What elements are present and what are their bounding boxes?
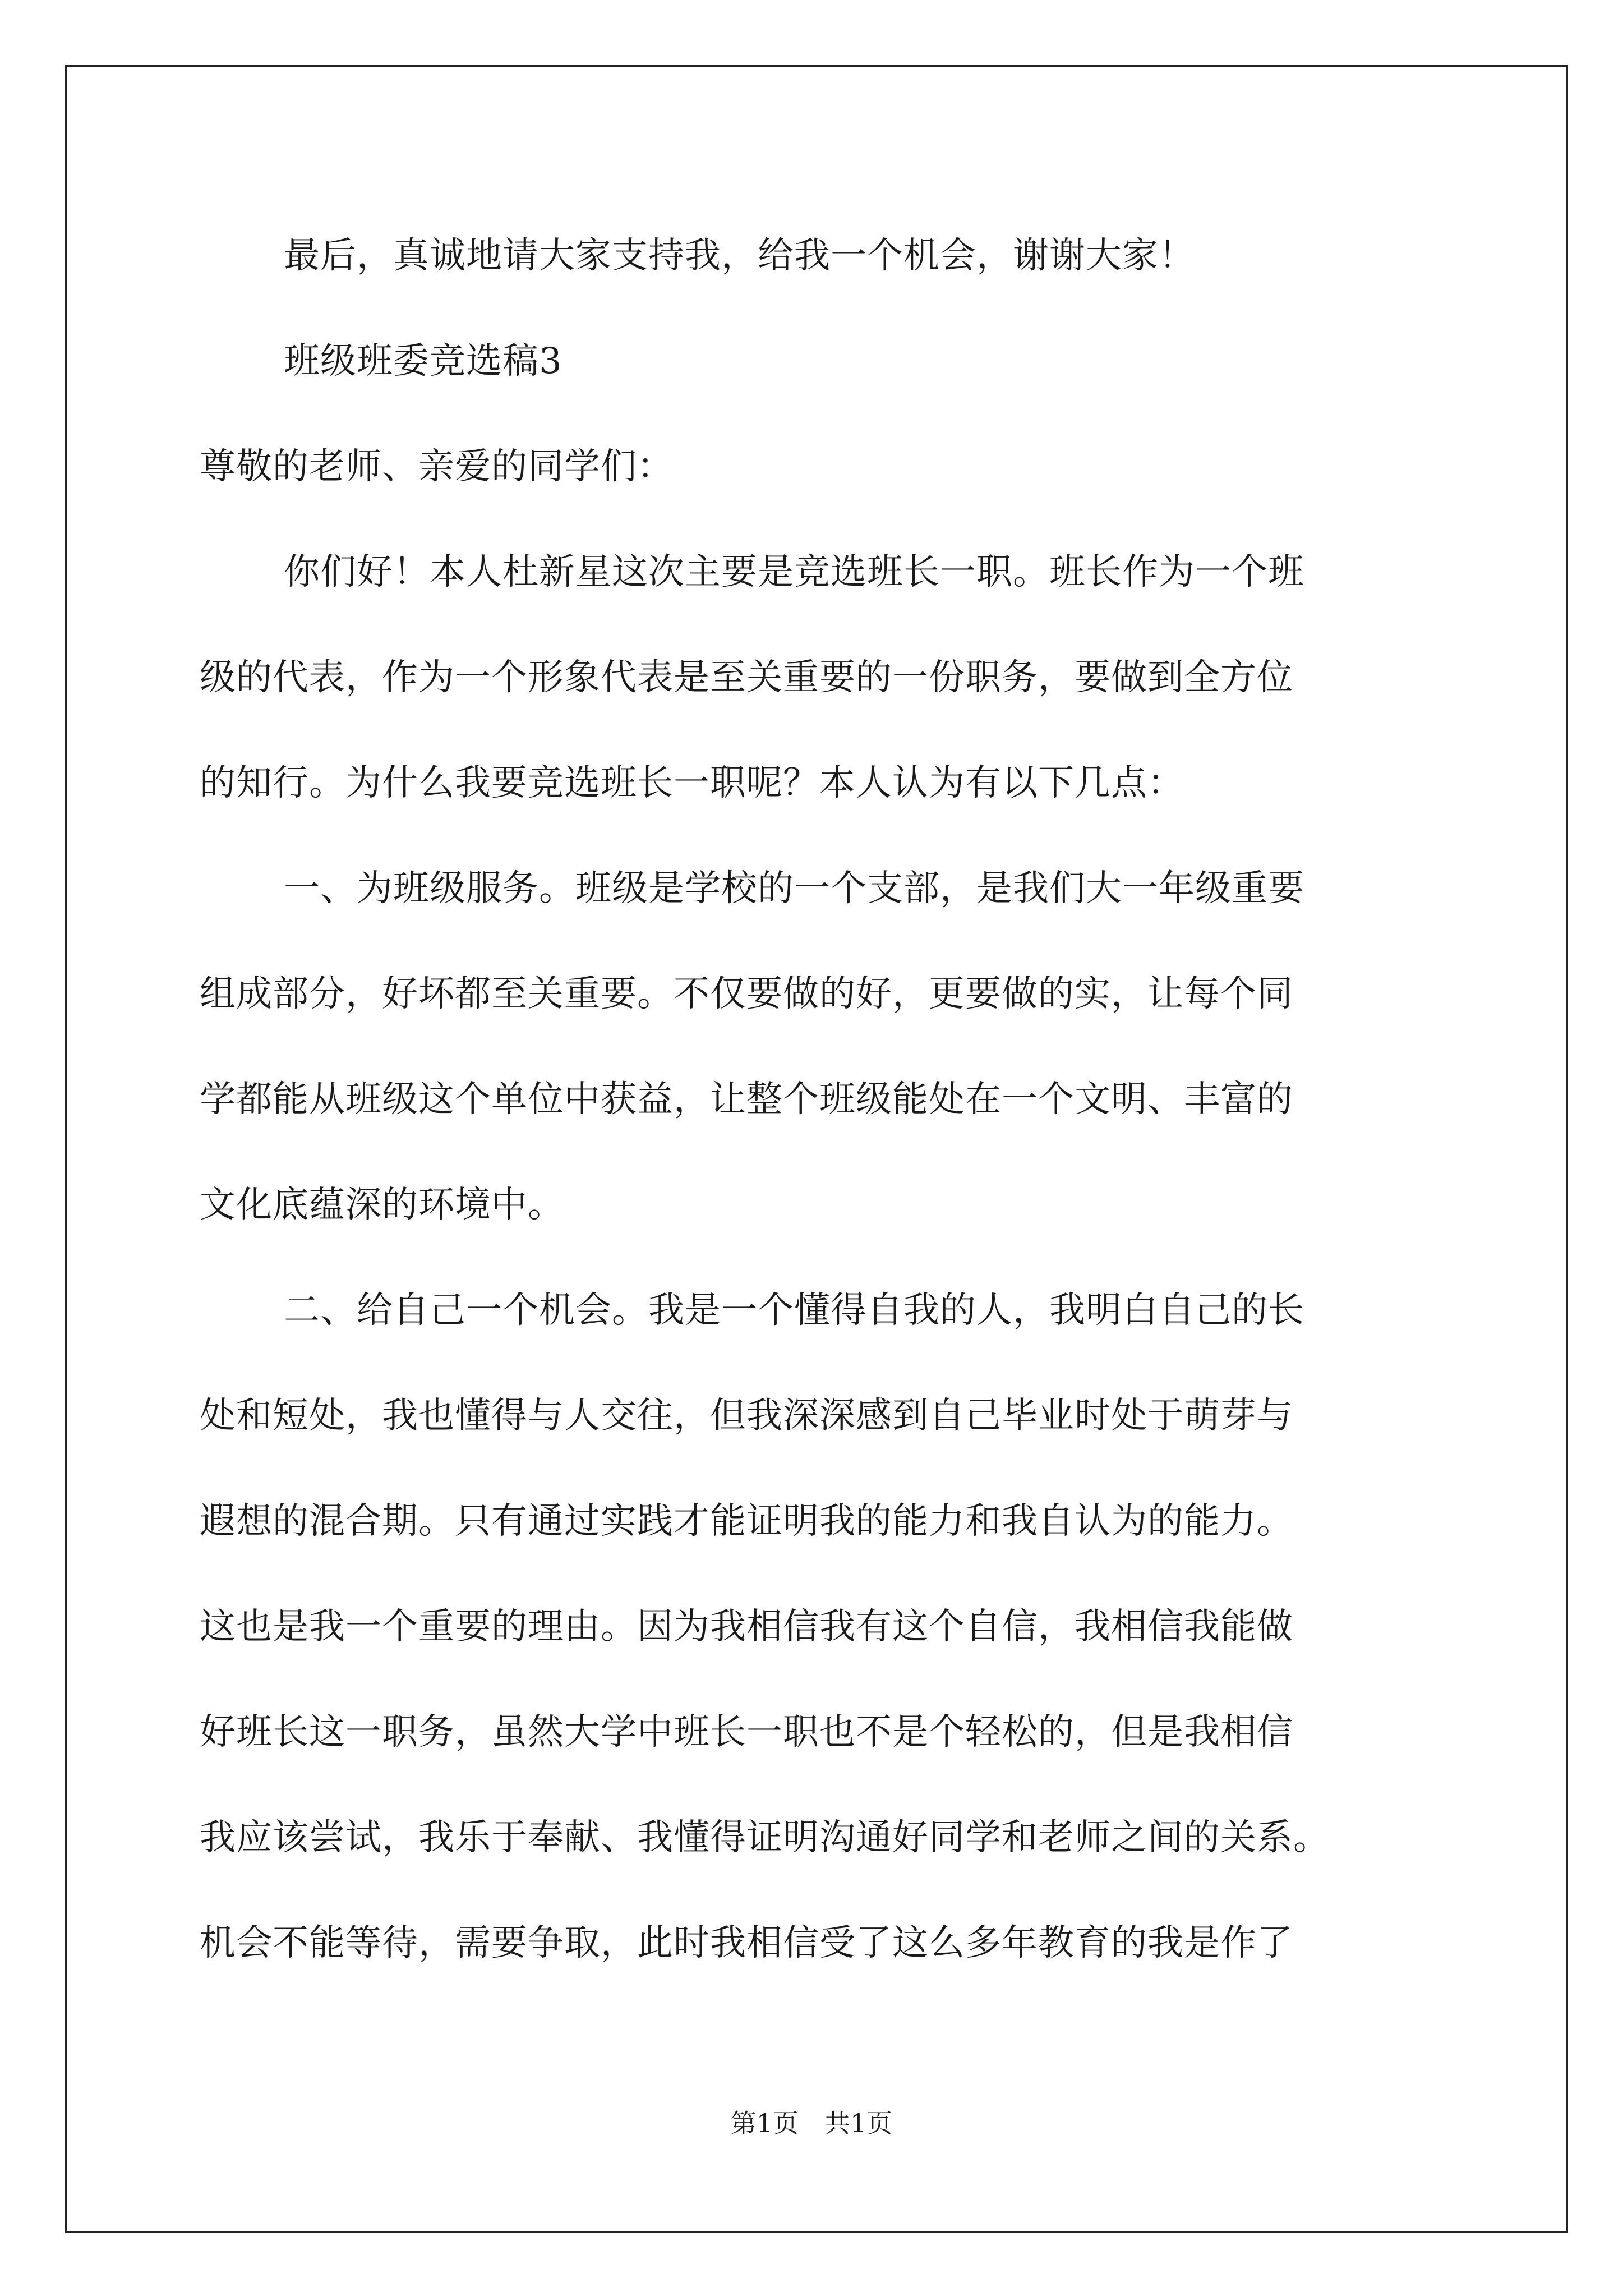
paragraph-2-line-1: 一、为班级服务。班级是学校的一个支部，是我们大一年级重要 bbox=[284, 868, 1304, 909]
page-number-footer: 第1页 共1页 bbox=[730, 2108, 893, 2138]
paragraph-2-line-3: 学都能从班级这个单位中获益，让整个班级能处在一个文明、丰富的 bbox=[200, 1079, 1293, 1120]
paragraph-1-line-1: 你们好！本人杜新星这次主要是竞选班长一职。班长作为一个班 bbox=[284, 551, 1304, 593]
paragraph-3-line-4: 这也是我一个重要的理由。因为我相信我有这个自信，我相信我能做 bbox=[200, 1606, 1293, 1648]
paragraph-3-line-5: 好班长这一职务，虽然大学中班长一职也不是个轻松的，但是我相信 bbox=[200, 1711, 1293, 1753]
paragraph-1-line-2: 级的代表，作为一个形象代表是至关重要的一份职务，要做到全方位 bbox=[200, 657, 1293, 698]
paragraph-3-line-2: 处和短处，我也懂得与人交往，但我深深感到自己毕业时处于萌芽与 bbox=[200, 1395, 1293, 1437]
paragraph-3-line-3: 遐想的混合期。只有通过实践才能证明我的能力和我自认为的能力。 bbox=[200, 1501, 1293, 1542]
paragraph-2-line-2: 组成部分，好坏都至关重要。不仅要做的好，更要做的实，让每个同 bbox=[200, 973, 1293, 1015]
page-border bbox=[65, 65, 1568, 2233]
closing-sentence: 最后，真诚地请大家支持我，给我一个机会，谢谢大家！ bbox=[284, 235, 1195, 277]
salutation: 尊敬的老师、亲爱的同学们： bbox=[200, 446, 674, 487]
section-title: 班级班委竞选稿3 bbox=[284, 341, 562, 382]
paragraph-3-line-6: 我应该尝试，我乐于奉献、我懂得证明沟通好同学和老师之间的关系。 bbox=[200, 1817, 1330, 1858]
paragraph-2-line-4: 文化底蕴深的环境中。 bbox=[200, 1184, 564, 1226]
paragraph-1-line-3: 的知行。为什么我要竞选班长一职呢？本人认为有以下几点： bbox=[200, 762, 1184, 804]
paragraph-3-line-1: 二、给自己一个机会。我是一个懂得自我的人，我明白自己的长 bbox=[284, 1290, 1304, 1331]
paragraph-3-line-7: 机会不能等待，需要争取，此时我相信受了这么多年教育的我是作了 bbox=[200, 1922, 1293, 1964]
